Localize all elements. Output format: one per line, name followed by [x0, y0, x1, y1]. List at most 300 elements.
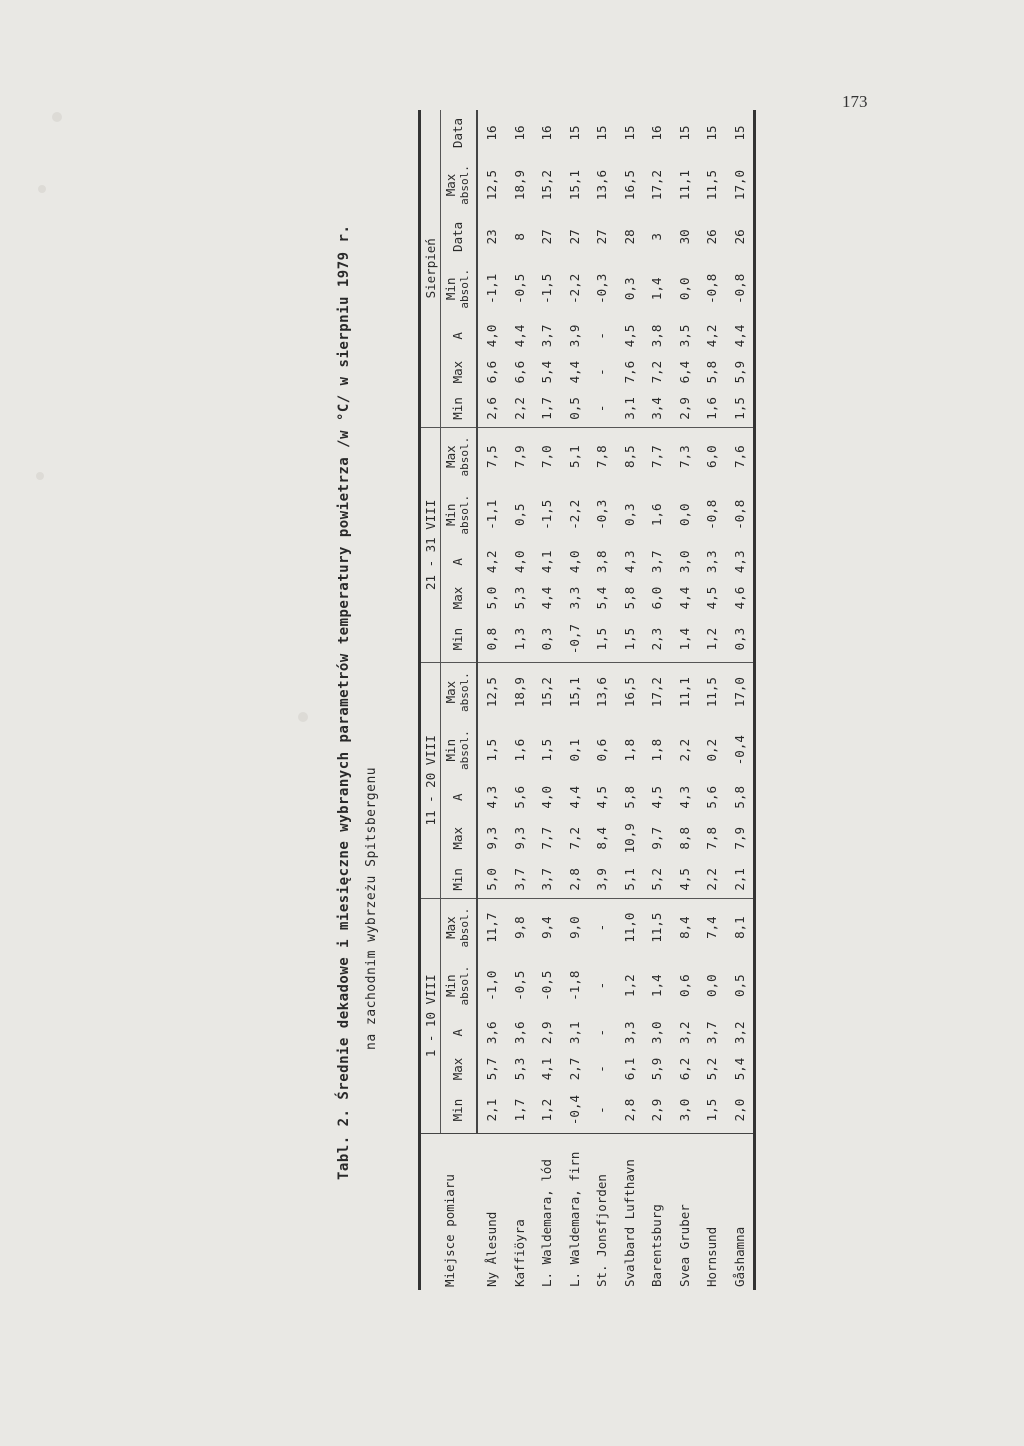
- table-cell: 3,3: [566, 586, 582, 610]
- table-cell: 1,8: [621, 738, 637, 762]
- table-cell: 0,2: [704, 738, 720, 762]
- table-cell: 7,7: [643, 427, 671, 486]
- table-cell: 5,4: [594, 586, 610, 610]
- subheader-label: Max: [443, 916, 458, 939]
- table-cell: 4,4: [511, 324, 527, 348]
- table-cell: 17,2: [643, 663, 671, 722]
- table-cell: 7,7: [539, 827, 555, 850]
- table-cell: 27: [594, 229, 610, 245]
- table-cell: 5,9: [731, 360, 747, 384]
- subheader-absol: absol.: [458, 907, 471, 948]
- table-body: [477, 110, 753, 1290]
- table-cell: -1,1: [484, 499, 500, 530]
- table-cell: 4,0: [484, 324, 500, 348]
- table-cell: 15: [566, 125, 582, 141]
- page-number: 173: [842, 92, 868, 111]
- table-cell: 6,1: [621, 1057, 637, 1081]
- table-cell: -: [594, 981, 610, 990]
- table-cell: 5,8: [621, 786, 637, 809]
- subheader-data: [441, 110, 478, 156]
- table-cell: 3,2: [676, 1021, 692, 1045]
- subheader-label: Min: [443, 974, 458, 997]
- table-cell: 16: [649, 125, 665, 141]
- table-cell: 0,3: [539, 627, 555, 651]
- table-cell: 0,6: [676, 974, 692, 997]
- station-name: L. Waldemara, lód: [533, 1134, 561, 1291]
- subheader-label: A: [449, 558, 465, 566]
- table-cell: 11,5: [704, 169, 720, 201]
- table-row: [643, 110, 671, 1290]
- table-cell: 15: [704, 125, 720, 141]
- table-cell: 17,0: [726, 663, 754, 722]
- subheader-absol: absol.: [458, 436, 471, 477]
- table-cell: -1,0: [484, 970, 500, 1001]
- table-cell: 18,9: [506, 663, 534, 722]
- table-cell: 4,0: [511, 550, 527, 574]
- table-cell: 1,5: [539, 738, 555, 762]
- table-cell: 2,3: [649, 627, 665, 651]
- station-name: Kaffiöyra: [506, 1134, 534, 1291]
- paper-speck: [36, 472, 44, 480]
- table-cell: 17,0: [731, 169, 747, 201]
- table-cell: 9,3: [484, 827, 500, 850]
- table-cell: 30: [676, 229, 692, 245]
- subheader-a: [441, 779, 478, 815]
- table-cell: 16: [539, 125, 555, 141]
- table-cell: -0,4: [566, 1095, 582, 1126]
- table-cell: 5,0: [484, 586, 500, 610]
- station-name: Ny Ålesund: [477, 1134, 506, 1291]
- table-cell: 7,8: [588, 427, 616, 486]
- table-cell: -1,1: [484, 273, 500, 304]
- subheader-absol: absol.: [458, 672, 471, 712]
- subheader-a: [441, 544, 478, 580]
- table-cell: -: [594, 1029, 610, 1037]
- subheader-max: [441, 898, 478, 957]
- table-cell: 5,8: [704, 360, 720, 384]
- subheader-label: Max: [449, 827, 465, 850]
- subheader-absol: absol.: [458, 165, 471, 205]
- table-cell: 4,4: [566, 360, 582, 384]
- table-cell: 4,0: [566, 550, 582, 574]
- table-cell: 2,7: [566, 1057, 582, 1081]
- subheader-label: A: [449, 793, 465, 802]
- subheader-min: [441, 957, 478, 1015]
- table-cell: -0,8: [731, 273, 747, 304]
- station-name: Svea Gruber: [671, 1134, 699, 1291]
- table-cell: 4,2: [704, 324, 720, 348]
- table-cell: 15: [621, 125, 637, 141]
- subheader-max: [441, 1051, 478, 1087]
- table-cell: 0,5: [566, 397, 582, 420]
- subheader-min: [441, 260, 478, 318]
- table-cell: -1,8: [566, 970, 582, 1001]
- subheader-a: [441, 318, 478, 354]
- table-row: [533, 110, 561, 1290]
- table-cell: 2,0: [731, 1098, 747, 1122]
- table-cell: 11,7: [477, 898, 506, 957]
- table-cell: 2,1: [484, 1098, 500, 1122]
- table-cell: 1,5: [621, 627, 637, 651]
- subheader-label: Min: [449, 397, 465, 420]
- table-cell: 0,8: [484, 627, 500, 651]
- table-cell: -0,7: [566, 624, 582, 655]
- table-cell: 3,6: [484, 1021, 500, 1045]
- table-cell: 0,6: [594, 738, 610, 762]
- table-cell: -0,5: [511, 970, 527, 1001]
- paper-speck: [52, 112, 62, 122]
- subheader-max: [441, 580, 478, 616]
- table-cell: 13,6: [588, 663, 616, 722]
- table-cell: 2,2: [704, 868, 720, 891]
- table-cell: 7,3: [671, 427, 699, 486]
- table-cell: 6,0: [698, 427, 726, 486]
- table-cell: 10,9: [621, 823, 637, 854]
- table-cell: 3,8: [649, 324, 665, 348]
- table-cell: 4,5: [704, 586, 720, 610]
- table-cell: 1,3: [511, 627, 527, 651]
- table-cell: 4,3: [731, 550, 747, 574]
- table-cell: 9,3: [511, 827, 527, 850]
- table-cell: 6,6: [511, 360, 527, 384]
- table-cell: 7,8: [704, 827, 720, 850]
- table-cell: 8: [511, 233, 527, 241]
- table-cell: -0,8: [731, 499, 747, 530]
- subheader-label: Min: [443, 503, 458, 526]
- subheader-label: A: [449, 1029, 465, 1037]
- table-cell: 7,9: [506, 427, 534, 486]
- table-cell: -: [594, 332, 610, 340]
- table-cell: 3,7: [704, 1021, 720, 1045]
- table-cell: 1,6: [511, 738, 527, 762]
- subheader-max: [441, 354, 478, 390]
- subheader-min: [441, 486, 478, 544]
- table-cell: 0,1: [566, 738, 582, 762]
- table-cell: 11,5: [698, 663, 726, 722]
- group-header-month: Sierpień: [421, 110, 441, 427]
- table-cell: 26: [704, 229, 720, 245]
- table-cell: 4,5: [649, 786, 665, 809]
- table-cell: 3,9: [594, 868, 610, 891]
- table-cell: -0,3: [594, 499, 610, 530]
- subheader-label: Max: [443, 680, 458, 704]
- table-cell: 0,3: [621, 277, 637, 301]
- table-cell: 2,9: [539, 1021, 555, 1045]
- table-cell: 2,2: [511, 397, 527, 420]
- table-row: [698, 110, 726, 1290]
- table-cell: -0,5: [511, 273, 527, 304]
- subheader-min: [441, 721, 478, 779]
- table-cell: 0,3: [731, 627, 747, 651]
- group-header-21-31: 21 - 31 VIII: [421, 427, 441, 662]
- table-cell: 17,2: [649, 169, 665, 201]
- table-cell: 1,8: [649, 738, 665, 762]
- table-cell: 2,8: [566, 868, 582, 891]
- table-cell: 11,1: [671, 663, 699, 722]
- subheader-absol: absol.: [458, 965, 471, 1006]
- table-cell: 5,4: [731, 1057, 747, 1081]
- table-cell: 28: [621, 229, 637, 245]
- subheader-label: Min: [449, 868, 465, 891]
- table-cell: -0,5: [539, 970, 555, 1001]
- table-cell: 9,4: [533, 898, 561, 957]
- table-cell: -: [594, 1106, 610, 1114]
- table-cell: 0,5: [731, 974, 747, 997]
- table-cell: 3,8: [594, 550, 610, 574]
- table-cell: 5,3: [511, 586, 527, 610]
- table-cell: 8,4: [671, 898, 699, 957]
- table-cell: 7,2: [566, 827, 582, 850]
- table-cell: -: [588, 898, 616, 957]
- table-cell: -: [594, 404, 610, 413]
- table-cell: 7,6: [621, 360, 637, 384]
- table-cell: 5,7: [484, 1057, 500, 1081]
- table-cell: 0,5: [511, 503, 527, 526]
- table-cell: 15: [594, 125, 610, 141]
- group-header-1-10: 1 - 10 VIII: [421, 898, 441, 1133]
- table-cell: 5,3: [511, 1057, 527, 1081]
- station-name: St. Jonsfjorden: [588, 1134, 616, 1291]
- table-cell: 15: [676, 125, 692, 141]
- subheader-label: Max: [449, 1057, 465, 1081]
- table-cell: 6,6: [484, 360, 500, 384]
- table-cell: 8,5: [616, 427, 644, 486]
- table-cell: 5,9: [649, 1057, 665, 1081]
- table-cell: 3,6: [511, 1021, 527, 1045]
- table-row: [671, 110, 699, 1290]
- table-cell: 16,5: [616, 663, 644, 722]
- table-cell: 16: [484, 125, 500, 141]
- subheader-absol: absol.: [458, 730, 471, 771]
- table-cell: 3,5: [676, 324, 692, 348]
- table-subtitle: na zachodnim wybrzeżu Spitsbergenu: [364, 766, 379, 1050]
- table-cell: 3,9: [566, 324, 582, 348]
- table-cell: 7,4: [698, 898, 726, 957]
- table-cell: 1,4: [649, 974, 665, 997]
- table-cell: 0,0: [676, 277, 692, 301]
- subheader-min: [441, 390, 478, 427]
- table-row: [616, 110, 644, 1290]
- table-cell: 0,0: [676, 503, 692, 526]
- table-row: [726, 110, 754, 1290]
- table-cell: 1,5: [731, 397, 747, 420]
- table-cell: 3,0: [649, 1021, 665, 1045]
- table-title: Tabl. 2. Średnie dekadowe i miesięczne wybranych parametrów temperatury powietrza /w °C/ w sierpniu 1979 r.: [336, 224, 352, 1180]
- table-cell: 3,3: [621, 1021, 637, 1045]
- station-name: Hornsund: [698, 1134, 726, 1291]
- subheader-label: Max: [443, 173, 458, 197]
- table-cell: 6,2: [676, 1057, 692, 1081]
- table-cell: 4,3: [484, 786, 500, 809]
- table-cell: 3,1: [621, 397, 637, 420]
- table-cell: 6,4: [676, 360, 692, 384]
- table-cell: 4,5: [621, 324, 637, 348]
- table-cell: 7,2: [649, 360, 665, 384]
- table-cell: 7,6: [726, 427, 754, 486]
- table-cell: 2,9: [649, 1098, 665, 1122]
- table-cell: 9,8: [506, 898, 534, 957]
- subheader-label: Min: [443, 738, 458, 762]
- table-cell: 5,6: [511, 786, 527, 809]
- table-cell: 3: [649, 233, 665, 241]
- table-cell: 1,7: [539, 397, 555, 420]
- table-cell: 2,8: [621, 1098, 637, 1122]
- table-cell: 3,7: [649, 550, 665, 574]
- table-cell: 26: [731, 229, 747, 245]
- table-cell: 5,0: [484, 868, 500, 891]
- subheader-row: [441, 110, 478, 1290]
- table-cell: 13,6: [594, 169, 610, 201]
- table-cell: -: [594, 1065, 610, 1073]
- table-cell: 5,1: [621, 868, 637, 891]
- subheader-absol: absol.: [458, 494, 471, 535]
- rotated-page-content: [138, 60, 918, 1360]
- table-cell: 4,4: [731, 324, 747, 348]
- table-cell: -1,5: [539, 499, 555, 530]
- table-cell: 4,5: [594, 786, 610, 809]
- table-cell: -0,3: [594, 273, 610, 304]
- table-cell: 8,4: [594, 827, 610, 850]
- subheader-max: [441, 427, 478, 486]
- table-row: [477, 110, 506, 1290]
- subheader-label: Data: [449, 221, 465, 252]
- table-cell: -0,8: [704, 273, 720, 304]
- table-cell: 3,4: [649, 397, 665, 420]
- table-cell: 9,0: [561, 898, 589, 957]
- subheader-label: A: [449, 332, 465, 340]
- table-cell: 3,0: [676, 550, 692, 574]
- table-cell: -: [594, 368, 610, 376]
- station-column-header: Miejsce pomiaru: [421, 1134, 477, 1291]
- table-cell: 1,4: [649, 277, 665, 301]
- table-cell: 7,5: [477, 427, 506, 486]
- table-cell: -2,2: [566, 499, 582, 530]
- table-cell: 1,6: [649, 503, 665, 526]
- station-name: Gåshamna: [726, 1134, 754, 1291]
- table-cell: 4,3: [621, 550, 637, 574]
- table-cell: 1,2: [704, 627, 720, 651]
- subheader-label: Min: [449, 627, 465, 651]
- table-cell: -0,4: [731, 735, 747, 766]
- table-cell: 1,5: [704, 1098, 720, 1122]
- table-cell: 7,0: [533, 427, 561, 486]
- table-cell: 1,5: [594, 627, 610, 651]
- table-cell: 6,0: [649, 586, 665, 610]
- table-cell: 16,5: [621, 169, 637, 201]
- subheader-max: [441, 156, 478, 214]
- table-cell: 2,2: [676, 738, 692, 762]
- table-cell: 8,8: [676, 827, 692, 850]
- subheader-min: [441, 861, 478, 898]
- table-cell: 5,8: [731, 786, 747, 809]
- table-cell: 9,7: [649, 827, 665, 850]
- table-cell: 4,2: [484, 550, 500, 574]
- table-cell: 3,7: [539, 324, 555, 348]
- subheader-label: Max: [443, 445, 458, 468]
- table-cell: 3,7: [511, 868, 527, 891]
- subheader-max: [441, 815, 478, 861]
- table-cell: 18,9: [511, 169, 527, 201]
- table-cell: 11,5: [643, 898, 671, 957]
- table-cell: 2,6: [484, 397, 500, 420]
- table-cell: 5,2: [704, 1057, 720, 1081]
- table-cell: 4,5: [676, 868, 692, 891]
- table-cell: 7,9: [731, 827, 747, 850]
- table-cell: 23: [484, 229, 500, 245]
- table-cell: 15,1: [566, 169, 582, 201]
- table-cell: 4,4: [566, 786, 582, 809]
- table-cell: 1,7: [511, 1098, 527, 1122]
- table-cell: 5,8: [621, 586, 637, 610]
- table-cell: 12,5: [477, 663, 506, 722]
- table-cell: 3,0: [676, 1098, 692, 1122]
- temperature-table: [418, 110, 756, 1290]
- table-cell: 11,1: [676, 169, 692, 201]
- table-cell: 1,6: [704, 397, 720, 420]
- table-cell: 15,1: [561, 663, 589, 722]
- table-cell: 3,7: [539, 868, 555, 891]
- table-cell: 4,4: [539, 586, 555, 610]
- table-cell: 16: [511, 125, 527, 141]
- subheader-label: Max: [449, 586, 465, 610]
- station-name: Barentsburg: [643, 1134, 671, 1291]
- table-cell: 4,0: [539, 786, 555, 809]
- table-cell: 4,3: [676, 786, 692, 809]
- table-cell: 0,3: [621, 503, 637, 526]
- table-row: [588, 110, 616, 1290]
- table-cell: 8,1: [726, 898, 754, 957]
- table-cell: 3,1: [566, 1021, 582, 1045]
- table-cell: 0,0: [704, 974, 720, 997]
- subheader-max: [441, 663, 478, 722]
- subheader-absol: absol.: [458, 268, 471, 309]
- subheader-data: [441, 214, 478, 260]
- table-cell: 2,9: [676, 397, 692, 420]
- subheader-label: Data: [449, 117, 465, 149]
- table-cell: 27: [539, 229, 555, 245]
- subheader-label: Min: [449, 1098, 465, 1122]
- subheader-min: [441, 616, 478, 662]
- table-cell: -2,2: [566, 273, 582, 304]
- station-name: Svalbard Lufthavn: [616, 1134, 644, 1291]
- table-cell: 4,1: [539, 1057, 555, 1081]
- table-cell: -1,5: [539, 273, 555, 304]
- table-cell: -0,8: [704, 499, 720, 530]
- table-row: [506, 110, 534, 1290]
- table-cell: 3,3: [704, 550, 720, 574]
- subheader-a: [441, 1015, 478, 1051]
- subheader-label: Max: [449, 360, 465, 384]
- paper-speck: [38, 185, 46, 193]
- subheader-label: Min: [443, 277, 458, 301]
- table-cell: 4,6: [731, 586, 747, 610]
- table-cell: 5,2: [649, 868, 665, 891]
- table-cell: 15,2: [539, 169, 555, 201]
- table-cell: 15,2: [533, 663, 561, 722]
- subheader-min: [441, 1087, 478, 1133]
- table-cell: 27: [566, 229, 582, 245]
- table-cell: 12,5: [484, 169, 500, 201]
- table-cell: 1,4: [676, 627, 692, 651]
- table-cell: 2,1: [731, 868, 747, 891]
- table-cell: 11,0: [616, 898, 644, 957]
- group-header-11-20: 11 - 20 VIII: [421, 663, 441, 898]
- table-cell: 1,2: [539, 1098, 555, 1122]
- table-cell: 5,1: [561, 427, 589, 486]
- table-cell: 5,4: [539, 360, 555, 384]
- table-cell: 1,2: [621, 974, 637, 997]
- table-cell: 4,1: [539, 550, 555, 574]
